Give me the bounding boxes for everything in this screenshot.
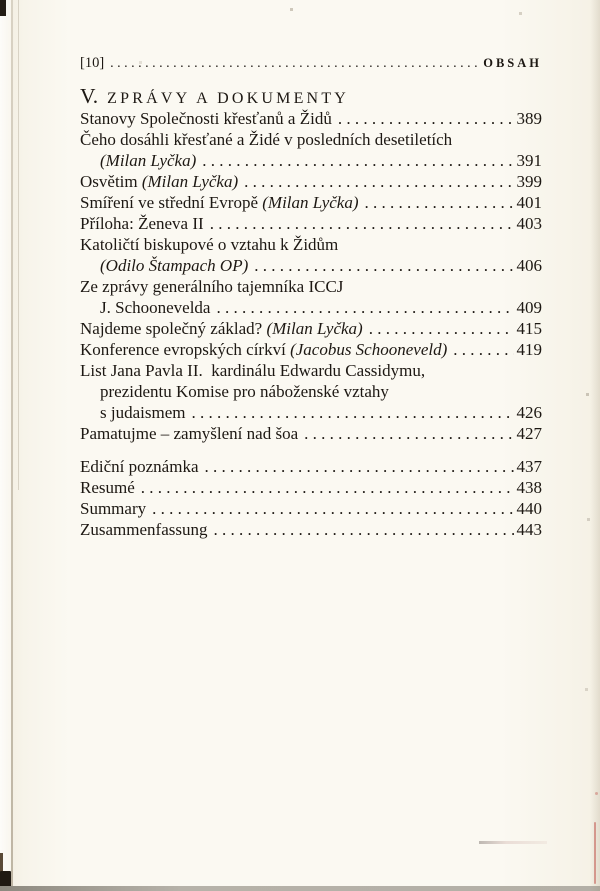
page-number: 440 bbox=[516, 499, 542, 518]
page-right-shadow bbox=[590, 0, 600, 891]
section-title: ZPRÁVY A DOKUMENTY bbox=[107, 90, 350, 107]
toc-entry bbox=[80, 339, 542, 360]
page-number: 427 bbox=[516, 424, 542, 443]
entry-text: prezidentu Komise pro náboženské vztahy bbox=[100, 382, 389, 401]
leader-dots bbox=[369, 318, 514, 339]
toc-entry bbox=[80, 318, 542, 339]
page-number: 438 bbox=[516, 478, 542, 497]
leader-dots bbox=[338, 108, 514, 129]
toc-entry bbox=[80, 381, 542, 402]
entry-title bbox=[80, 519, 207, 540]
entry-title bbox=[80, 150, 196, 171]
toc-entry bbox=[80, 297, 542, 318]
page-number: 443 bbox=[516, 520, 542, 539]
toc-entry bbox=[80, 255, 542, 276]
leader-dots bbox=[216, 297, 513, 318]
entry-title bbox=[80, 255, 248, 276]
toc-entry bbox=[80, 402, 542, 423]
page-number: 415 bbox=[516, 319, 542, 338]
toc-entry bbox=[80, 234, 542, 255]
entry-title bbox=[80, 498, 146, 519]
entry-text: Smíření ve střední Evropě bbox=[80, 193, 263, 212]
page-number: 401 bbox=[516, 193, 542, 212]
toc-entry bbox=[80, 519, 542, 540]
page-number: 403 bbox=[516, 214, 542, 233]
entry-title bbox=[80, 297, 210, 318]
entry-title bbox=[80, 129, 452, 150]
entry-title bbox=[80, 423, 298, 444]
entry-title bbox=[80, 318, 363, 339]
page-number: 406 bbox=[516, 256, 542, 275]
leader-dots bbox=[205, 456, 514, 477]
leader-dots bbox=[191, 402, 513, 423]
leader-dots bbox=[254, 255, 513, 276]
pink-speck bbox=[595, 792, 598, 795]
toc-entry bbox=[80, 423, 542, 444]
entry-text: Ediční poznámka bbox=[80, 457, 199, 476]
entry-author: (Milan Lyčka) bbox=[262, 193, 359, 212]
toc-entry bbox=[80, 360, 542, 381]
red-pen-mark bbox=[594, 822, 596, 884]
toc-entry bbox=[80, 192, 542, 213]
entry-text: s judaismem bbox=[100, 403, 186, 422]
page-number: 426 bbox=[516, 403, 542, 422]
entry-author: (Milan Lyčka) bbox=[100, 151, 197, 170]
section-heading bbox=[80, 84, 349, 109]
leader-dots bbox=[365, 192, 514, 213]
entry-title bbox=[80, 276, 343, 297]
entry-text: Resumé bbox=[80, 478, 135, 497]
entry-title bbox=[80, 456, 199, 477]
entry-text: Katoličtí biskupové o vztahu k Židům bbox=[80, 235, 339, 254]
leader-dots bbox=[152, 498, 513, 519]
entry-title bbox=[80, 192, 359, 213]
toc-entry bbox=[80, 213, 542, 234]
leader-dots bbox=[453, 339, 513, 360]
entry-text: List Jana Pavla II. kardinálu Edwardu Cassidymu, bbox=[80, 361, 426, 380]
section-numeral: V. bbox=[80, 84, 99, 108]
toc-back-matter-list bbox=[80, 456, 542, 540]
scan-mark-top-left bbox=[0, 0, 6, 16]
leader-dots bbox=[141, 477, 514, 498]
entry-text: Summary bbox=[80, 499, 147, 518]
leader-dots bbox=[210, 213, 514, 234]
running-header bbox=[80, 55, 542, 72]
toc-entry bbox=[80, 108, 542, 129]
toc-entry bbox=[80, 171, 542, 192]
toc-entry bbox=[80, 150, 542, 171]
entry-text: Konference evropských církví bbox=[80, 340, 291, 359]
leader-dots bbox=[213, 519, 513, 540]
entry-title bbox=[80, 381, 389, 402]
dust-specks bbox=[0, 0, 1, 1]
entry-text: J. Schoonevelda bbox=[100, 298, 211, 317]
entry-title bbox=[80, 339, 447, 360]
entry-text: Ze zprávy generálního tajemníka ICCJ bbox=[80, 277, 344, 296]
entry-title bbox=[80, 213, 204, 234]
running-title: OBSAH bbox=[483, 56, 542, 70]
scan-bottom-strip bbox=[0, 886, 600, 891]
page-number: 437 bbox=[516, 457, 542, 476]
entry-text: Osvětim bbox=[80, 172, 142, 191]
entry-text: Pamatujme – zamyšlení nad šoa bbox=[80, 424, 299, 443]
entry-author: (Jacobus Schooneveld) bbox=[290, 340, 448, 359]
entry-text: Zusammenfassung bbox=[80, 520, 208, 539]
toc-entry bbox=[80, 129, 542, 150]
toc-entry bbox=[80, 477, 542, 498]
toc-entry bbox=[80, 498, 542, 519]
gutter-crease-line bbox=[11, 0, 13, 891]
pencil-smudge bbox=[479, 841, 547, 844]
entry-text: Příloha: Ženeva II bbox=[80, 214, 204, 233]
toc-entry bbox=[80, 456, 542, 477]
leader-dots bbox=[304, 423, 513, 444]
gutter-crease-line-2 bbox=[18, 0, 19, 490]
entry-author: (Milan Lyčka) bbox=[266, 319, 363, 338]
entry-text: Najdeme společný základ? bbox=[80, 319, 267, 338]
leader-dots bbox=[202, 150, 513, 171]
page-number: 391 bbox=[516, 151, 542, 170]
entry-text: Stanovy Společnosti křesťanů a Židů bbox=[80, 109, 332, 128]
page-number: 419 bbox=[516, 340, 542, 359]
entry-text: Čeho dosáhli křesťané a Židé v posledních desetiletích bbox=[80, 130, 453, 149]
entry-author: (Odilo Štampach OP) bbox=[100, 256, 249, 275]
leader-dots bbox=[244, 171, 513, 192]
header-leader-dots bbox=[110, 56, 480, 72]
toc-entry bbox=[80, 276, 542, 297]
entry-title bbox=[80, 171, 238, 192]
page-number: 399 bbox=[516, 172, 542, 191]
entry-title bbox=[80, 477, 135, 498]
folio-number: [10] bbox=[80, 55, 105, 71]
entry-author: (Milan Lyčka) bbox=[141, 172, 239, 191]
entry-title bbox=[80, 234, 338, 255]
entry-title bbox=[80, 402, 185, 423]
page-number: 389 bbox=[516, 109, 542, 128]
toc-main-list bbox=[80, 108, 542, 444]
page-edge-band bbox=[0, 0, 11, 891]
entry-title bbox=[80, 360, 425, 381]
page-number: 409 bbox=[516, 298, 542, 317]
entry-title bbox=[80, 108, 332, 129]
